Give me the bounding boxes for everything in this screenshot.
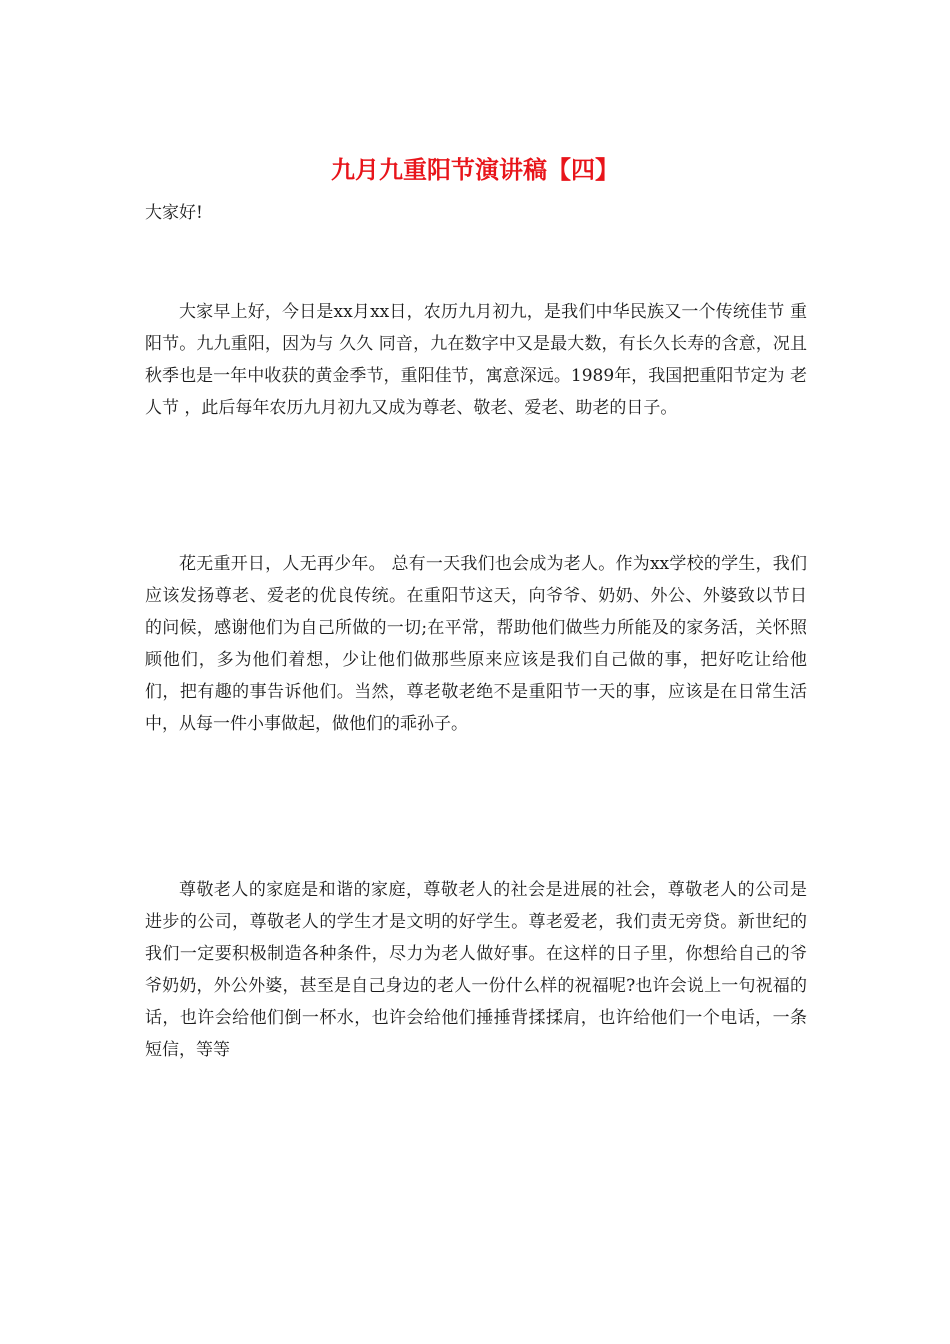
paragraph-3: 尊敬老人的家庭是和谐的家庭，尊敬老人的社会是进展的社会，尊敬老人的公司是进步的公司，尊敬老人的学生才是文明的好学生。尊老爱老，我们责无旁贷。新世纪的我们一定要积极制造各种条件，尽力为老人做好事。在这样的日子里，你想给自己的爷爷奶奶，外公外婆，甚至是自己身边的老人一份什么样的祝福呢?也许会说上一句祝福的话，也许会给他们倒一杯水，也许会给他们捶捶背揉揉肩，也许给他们一个电话，一条短信，等等 [145,880,807,1060]
paragraph-1: 大家早上好，今日是xx月xx日，农历九月初九，是我们中华民族又一个传统佳节 重阳节。九九重阳，因为与 久久 同音，九在数字中又是最大数，有长久长寿的含意，况且秋季也是一年中收获的黄金季节，重阳佳节，寓意深远。1989年，我国把重阳节定为 老人节 ，此后每年农历九月初九又成为尊老、敬老、爱老、助老的日子。 [145,302,807,418]
document-title: 九月九重阳节演讲稿【四】 [331,155,619,184]
greeting: 大家好! [145,203,203,223]
paragraph-2: 花无重开日，人无再少年。 总有一天我们也会成为老人。作为xx学校的学生，我们应该发扬尊老、爱老的优良传统。在重阳节这天，向爷爷、奶奶、外公、外婆致以节日的问候，感谢他们为自己所做的一切;在平常，帮助他们做些力所能及的家务活，关怀照顾他们，多为他们着想，少让他们做那些原来应该是我们自己做的事，把好吃让给他们，把有趣的事告诉他们。当然，尊老敬老绝不是重阳节一天的事，应该是在日常生活中，从每一件小事做起，做他们的乖孙子。 [145,554,807,734]
